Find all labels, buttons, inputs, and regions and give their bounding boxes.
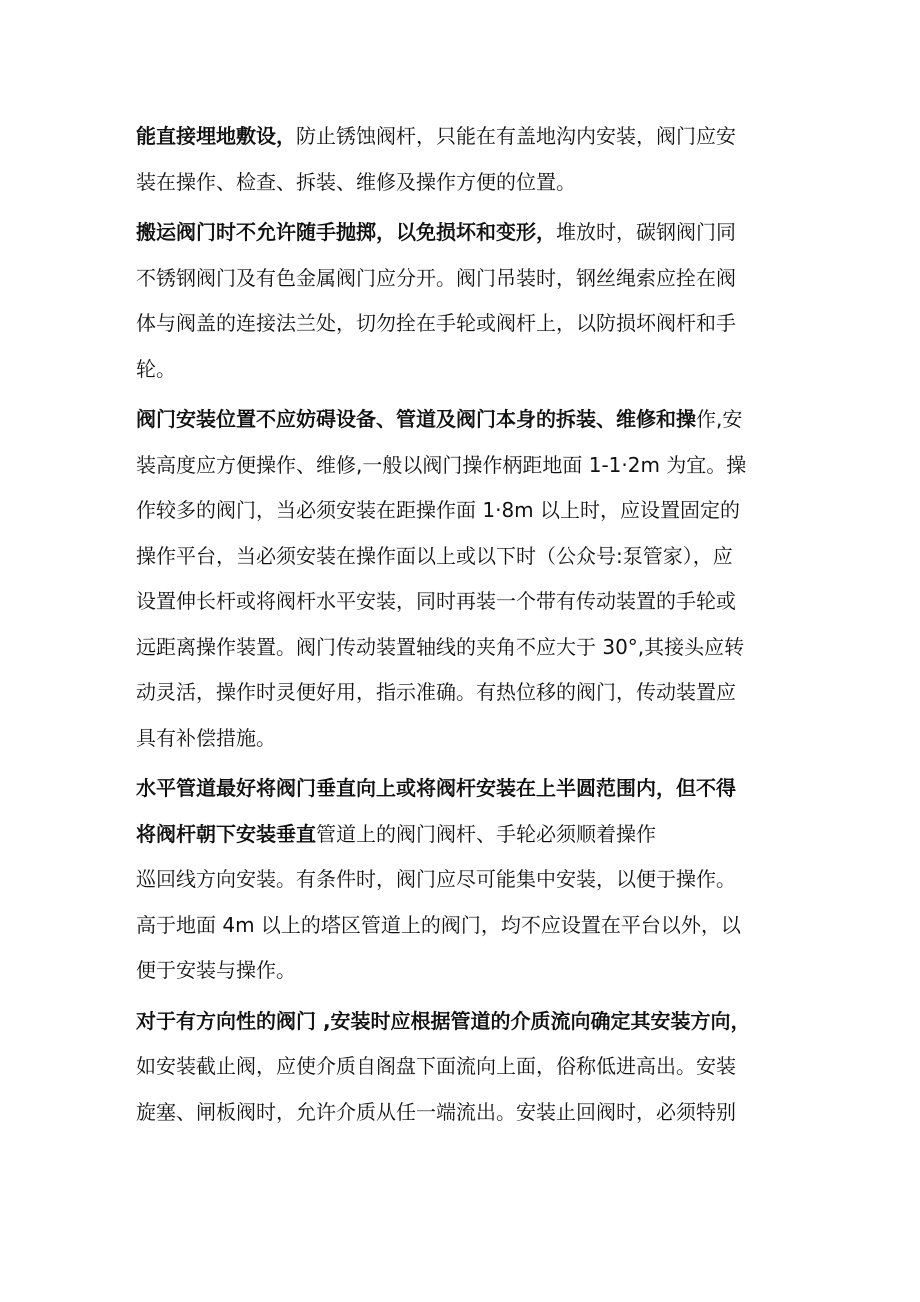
- text-line: [136, 812, 796, 858]
- text-line: [136, 999, 796, 1045]
- text-line: [136, 114, 796, 160]
- text-line: [136, 766, 796, 812]
- text-run: 设置伸长杆或将阀杆水平安装，同时再装一个带有传动装置的手轮或: [136, 589, 736, 613]
- text-line: [136, 347, 796, 393]
- text-run: 体与阀盖的连接法兰处，切勿拴在手轮或阀杆上，以防损坏阀杆和手: [136, 311, 736, 335]
- text-run: 管道上的阀门阀杆、手轮必须顺着操作: [316, 821, 656, 846]
- bold-text-run: 阀门安装位置不应妨碍设备、管道及阀门本身的拆装、维修和操: [136, 407, 696, 431]
- text-run: 作,安: [696, 407, 743, 431]
- bold-text-run: 将阀杆朝下安装垂直: [136, 821, 316, 846]
- text-line: [136, 443, 796, 489]
- text-run: 旋塞、闸板阀时，允许介质从任一端流出。安装止回阀时，必须特别: [136, 1099, 736, 1124]
- text-line: [136, 397, 796, 443]
- text-line: [136, 256, 796, 302]
- bold-text-run: 能直接埋地敷设，: [136, 124, 296, 148]
- text-run: 轮。: [136, 356, 176, 381]
- text-line: [136, 670, 796, 716]
- paragraph: [136, 210, 796, 392]
- bold-text-run: 对于有方向性的阀门 ,安装时应根据管道的介质流向确定其安装方向，: [136, 1008, 751, 1033]
- text-line: [136, 579, 796, 625]
- text-run: 便于安装与操作。: [136, 958, 296, 982]
- text-run: 操作平台，当必须安装在操作面以上或以下时（公众号:泵管家），应: [136, 543, 733, 568]
- text-line: [136, 488, 796, 534]
- paragraph: [136, 114, 796, 205]
- text-run: 防止锈蚀阀杆，只能在有盖地沟内安装，阀门应安: [296, 124, 736, 148]
- text-line: [136, 1090, 796, 1136]
- text-run: 具有补偿措施。: [136, 725, 276, 750]
- text-run: 装在操作、检查、拆装、维修及操作方便的位置。: [136, 169, 576, 194]
- text-run: 堆放时，碳钢阀门同: [556, 220, 736, 244]
- text-line: [136, 160, 796, 206]
- text-run: 作较多的阀门，当必须安装在距操作面 1·8m 以上时，应设置固定的: [136, 498, 741, 522]
- text-line: [136, 1044, 796, 1090]
- document-body: [136, 114, 796, 1140]
- paragraph: [136, 999, 796, 1136]
- text-line: [136, 625, 796, 671]
- text-run: 远距离操作装置。阀门传动装置轴线的夹角不应大于 30°,其接头应转: [136, 634, 745, 659]
- text-line: [136, 903, 796, 949]
- text-run: 不锈钢阀门及有色金属阀门应分开。阀门吊装时，钢丝绳索应拴在阀: [136, 265, 736, 290]
- text-run: 动灵活，操作时灵便好用，指示准确。有热位移的阀门，传动装置应: [136, 680, 736, 704]
- text-run: 高于地面 4m 以上的塔区管道上的阀门，均不应设置在平台以外，以: [136, 912, 741, 937]
- text-line: [136, 716, 796, 762]
- text-line: [136, 857, 796, 903]
- text-run: 如安装截止阀，应使介质自阁盘下面流向上面，俗称低进高出。安装: [136, 1054, 736, 1078]
- text-run: 装高度应方便操作、维修,一般以阀门操作柄距地面 1-1·2m 为宜。操: [136, 452, 747, 477]
- bold-text-run: 水平管道最好将阀门垂直向上或将阀杆安装在上半圆范围内，但不得: [136, 776, 736, 800]
- text-line: [136, 210, 796, 256]
- paragraph: [136, 766, 796, 994]
- text-run: 巡回线方向安装。有条件时，阀门应尽可能集中安装，以便于操作。: [136, 867, 736, 891]
- text-line: [136, 534, 796, 580]
- text-line: [136, 301, 796, 347]
- paragraph: [136, 397, 796, 761]
- text-line: [136, 948, 796, 994]
- bold-text-run: 搬运阀门时不允许随手抛掷，以免损坏和变形，: [136, 220, 556, 244]
